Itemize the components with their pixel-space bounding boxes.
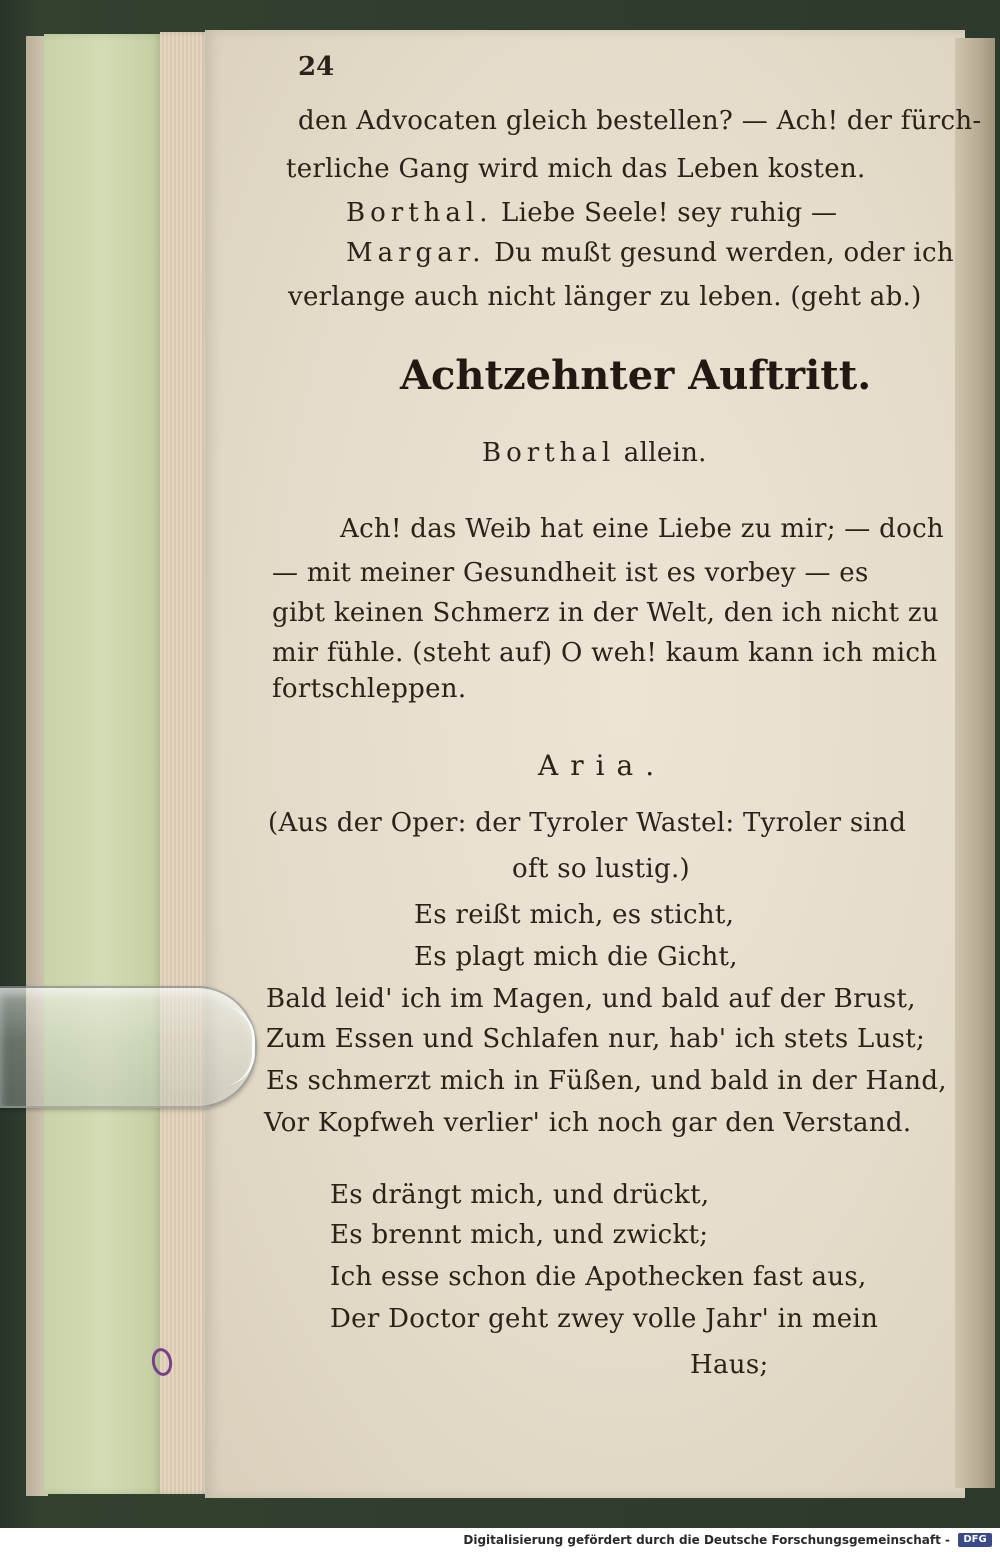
verse-line: Haus;	[690, 1350, 769, 1380]
footer-bar	[0, 1528, 1000, 1552]
page-stack-edge	[160, 32, 210, 1494]
verse-line: Vor Kopfweh verlier' ich noch gar den Verstand.	[264, 1108, 912, 1138]
speaker-name: Margar.	[346, 238, 486, 268]
dialogue-line	[346, 200, 837, 226]
monologue-line: mir fühle. (steht auf) O weh! kaum kann ich mich	[272, 638, 938, 668]
cast-note	[482, 440, 707, 466]
verse-line: Es drängt mich, und drückt,	[330, 1180, 710, 1210]
monologue-line: — mit meiner Gesundheit ist es vorbey — es	[272, 558, 869, 588]
verse-line: Der Doctor geht zwey volle Jahr' in mein	[330, 1304, 879, 1334]
monologue-line: Ach! das Weib hat eine Liebe zu mir; — doch	[340, 514, 944, 544]
dialogue-line: den Advocaten gleich bestellen? — Ach! der fürch-	[298, 106, 982, 136]
monologue-line: gibt keinen Schmerz in der Welt, den ich nicht zu	[272, 598, 939, 628]
page-number: 24	[298, 52, 335, 82]
verse-line: Es schmerzt mich in Füßen, und bald in der Hand,	[266, 1066, 947, 1096]
aria-source: (Aus der Oper: der Tyroler Wastel: Tyroler sind	[268, 808, 907, 838]
verse-line: Ich esse schon die Apothecken fast aus,	[330, 1262, 867, 1292]
speaker-name: Borthal.	[346, 198, 493, 228]
digitization-credit: Digitalisierung gefördert durch die Deutsche Forschungsgemeinschaft -	[463, 1533, 950, 1547]
speech-text: Du mußt gesund werden, oder ich	[494, 238, 954, 268]
speech-text: Liebe Seele! sey ruhig —	[501, 198, 838, 228]
aria-source: oft so lustig.)	[512, 854, 690, 884]
dialogue-line	[346, 240, 954, 266]
verse-line: Es brennt mich, und zwickt;	[330, 1220, 709, 1250]
dialogue-line: verlange auch nicht länger zu leben. (geht ab.)	[288, 282, 922, 312]
page-right-edge	[955, 38, 995, 1488]
green-endpaper	[44, 34, 164, 1494]
aria-heading: Aria.	[538, 749, 667, 782]
verse-line: Es reißt mich, es sticht,	[414, 900, 735, 930]
character-name: Borthal	[482, 438, 616, 468]
glass-page-holder	[0, 986, 257, 1108]
dfg-logo: DFG	[958, 1533, 992, 1547]
dialogue-line: terliche Gang wird mich das Leben kosten.	[286, 154, 866, 184]
verse-line: Es plagt mich die Gicht,	[414, 942, 738, 972]
scene-heading: Achtzehnter Auftritt.	[400, 352, 872, 399]
monologue-line: fortschleppen.	[272, 674, 467, 704]
stage-note: allein.	[623, 438, 707, 468]
verse-line: Zum Essen und Schlafen nur, hab' ich stets Lust;	[266, 1024, 926, 1054]
verse-line: Bald leid' ich im Magen, und bald auf der Brust,	[266, 984, 916, 1014]
